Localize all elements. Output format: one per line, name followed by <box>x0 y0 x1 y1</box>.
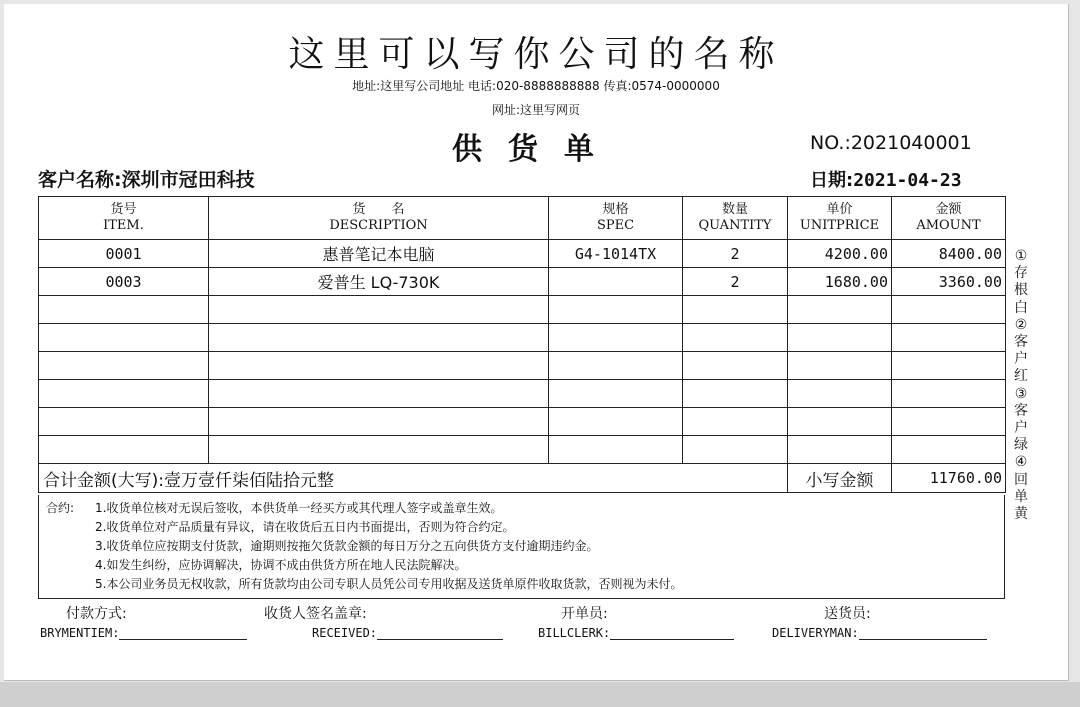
total-in-words <box>39 464 788 493</box>
unit-price-cell: 1680.00 <box>788 268 892 296</box>
quantity-cell <box>683 296 788 324</box>
copy-note-char: ② <box>1014 316 1028 333</box>
delivery-man-label: 送货员: <box>824 606 871 622</box>
table-row <box>39 408 1006 436</box>
bill-clerk-field: BILLCLERK: <box>538 626 734 640</box>
unit-price-cell <box>788 408 892 436</box>
customer-name: 深圳市冠田科技 <box>121 169 255 191</box>
quantity-cell <box>683 380 788 408</box>
terms-label: 合约: <box>46 501 75 515</box>
copy-note-char: 绿 <box>1014 437 1028 454</box>
description-cell: 惠普笔记本电脑 <box>209 240 549 268</box>
document-title: 供货单 <box>452 132 620 167</box>
customer-label: 客户名称: <box>38 169 122 191</box>
item-cell <box>39 324 209 352</box>
copy-note-char: ③ <box>1014 385 1028 402</box>
table-row <box>39 352 1006 380</box>
item-cell: 0001 <box>39 240 209 268</box>
term-item: 5.本公司业务员无权收款，所有货款均由公司专职人员凭公司专用收据及送货单原件收取货款，否则视为未付。 <box>95 577 683 591</box>
customer-line <box>38 165 255 192</box>
unit-price-cell <box>788 352 892 380</box>
term-item: 4.如发生纠纷，应协调解决，协调不成由供货方所在地人民法院解决。 <box>95 558 467 572</box>
column-header-item: 货号 ITEM. <box>39 197 209 240</box>
quantity-cell <box>683 436 788 464</box>
copy-note-char: 户 <box>1014 420 1028 437</box>
description-cell <box>209 324 549 352</box>
spec-cell <box>549 268 683 296</box>
spec-cell <box>549 436 683 464</box>
column-header-spec: 规格 SPEC <box>549 197 683 240</box>
description-cell: 爱普生 LQ-730K <box>209 268 549 296</box>
terms-box <box>38 495 1005 599</box>
receiver-signature-label: 收货人签名盖章: <box>264 606 367 622</box>
table-row <box>39 380 1006 408</box>
item-cell <box>39 408 209 436</box>
amount-cell: 3360.00 <box>892 268 1006 296</box>
copy-note-char: 白 <box>1014 299 1028 316</box>
amount-cell <box>892 380 1006 408</box>
quantity-cell: 2 <box>683 240 788 268</box>
total-words-value: 壹万壹仟柒佰陆拾元整 <box>164 470 334 491</box>
quantity-cell <box>683 324 788 352</box>
amount-cell <box>892 296 1006 324</box>
unit-price-cell: 4200.00 <box>788 240 892 268</box>
date-label: 日期: <box>810 170 854 191</box>
copy-note-char: 客 <box>1014 334 1028 351</box>
copy-note-char: ④ <box>1014 454 1028 471</box>
term-item: 1.收货单位核对无误后签收，本供货单一经买方或其代理人签字或盖章生效。 <box>95 501 503 515</box>
item-cell <box>39 352 209 380</box>
total-words-label: 合计金额(大写): <box>43 470 164 491</box>
quantity-cell <box>683 408 788 436</box>
amount-cell <box>892 408 1006 436</box>
copy-note-char: 户 <box>1014 351 1028 368</box>
spec-cell <box>549 296 683 324</box>
bill-clerk-label: 开单员: <box>561 606 608 622</box>
table-row <box>39 268 1006 296</box>
item-cell <box>39 380 209 408</box>
amount-cell <box>892 352 1006 380</box>
description-cell <box>209 436 549 464</box>
table-row <box>39 436 1006 464</box>
date-value: 2021-04-23 <box>853 170 962 191</box>
amount-cell <box>892 324 1006 352</box>
copy-note-char: 黄 <box>1014 506 1028 523</box>
total-amount: 11760.00 <box>892 464 1006 493</box>
table-row <box>39 240 1006 268</box>
column-header-description: 货 名 DESCRIPTION <box>209 197 549 240</box>
spec-cell: G4-1014TX <box>549 240 683 268</box>
small-amount-label: 小写金额 <box>788 464 892 493</box>
company-contact-line: 地址:这里写公司地址 电话:020-8888888888 传真:0574-0000000 <box>352 79 720 93</box>
copy-note-char: 红 <box>1014 368 1028 385</box>
column-header-amount: 金额 AMOUNT <box>892 197 1006 240</box>
description-cell <box>209 352 549 380</box>
table-row <box>39 324 1006 352</box>
copy-note-char: 单 <box>1014 488 1028 505</box>
copy-distribution-note <box>1010 248 1032 523</box>
amount-cell <box>892 436 1006 464</box>
payment-method-label: 付款方式: <box>66 606 127 622</box>
description-cell <box>209 408 549 436</box>
description-cell <box>209 296 549 324</box>
payment-method-field: BRYMENTIEM: <box>40 626 247 640</box>
description-cell <box>209 380 549 408</box>
delivery-man-field: DELIVERYMAN: <box>772 626 987 640</box>
item-cell <box>39 296 209 324</box>
unit-price-cell <box>788 380 892 408</box>
copy-note-char: 根 <box>1014 282 1028 299</box>
date-line <box>810 166 962 192</box>
amount-cell: 8400.00 <box>892 240 1006 268</box>
copy-note-char: 回 <box>1014 471 1028 488</box>
copy-note-char: 客 <box>1014 402 1028 419</box>
unit-price-cell <box>788 296 892 324</box>
viewer-bottom-strip <box>0 682 1080 707</box>
company-name: 这里可以写你公司的名称 <box>288 34 784 75</box>
spec-cell <box>549 324 683 352</box>
total-row <box>39 464 1006 493</box>
term-item: 2.收货单位对产品质量有异议，请在收货后五日内书面提出，否则为符合约定。 <box>95 520 515 534</box>
items-table <box>38 196 1006 493</box>
term-item: 3.收货单位应按期支付货款，逾期则按拖欠货款金额的每日万分之五向供货方支付逾期违约金。 <box>95 539 599 553</box>
spec-cell <box>549 408 683 436</box>
unit-price-cell <box>788 436 892 464</box>
table-header-row <box>39 197 1006 240</box>
table-row <box>39 296 1006 324</box>
spec-cell <box>549 380 683 408</box>
quantity-cell: 2 <box>683 268 788 296</box>
column-header-quantity: 数量 QUANTITY <box>683 197 788 240</box>
receiver-signature-field: RECEIVED: <box>312 626 503 640</box>
invoice-paper <box>4 4 1069 681</box>
copy-note-char: 存 <box>1014 265 1028 282</box>
column-header-unit-price: 单价 UNITPRICE <box>788 197 892 240</box>
unit-price-cell <box>788 324 892 352</box>
quantity-cell <box>683 352 788 380</box>
copy-note-char: ① <box>1014 248 1028 264</box>
item-cell <box>39 436 209 464</box>
document-number: NO.:2021040001 <box>810 132 972 154</box>
item-cell: 0003 <box>39 268 209 296</box>
company-website-line: 网址:这里写网页 <box>491 103 581 117</box>
spec-cell <box>549 352 683 380</box>
